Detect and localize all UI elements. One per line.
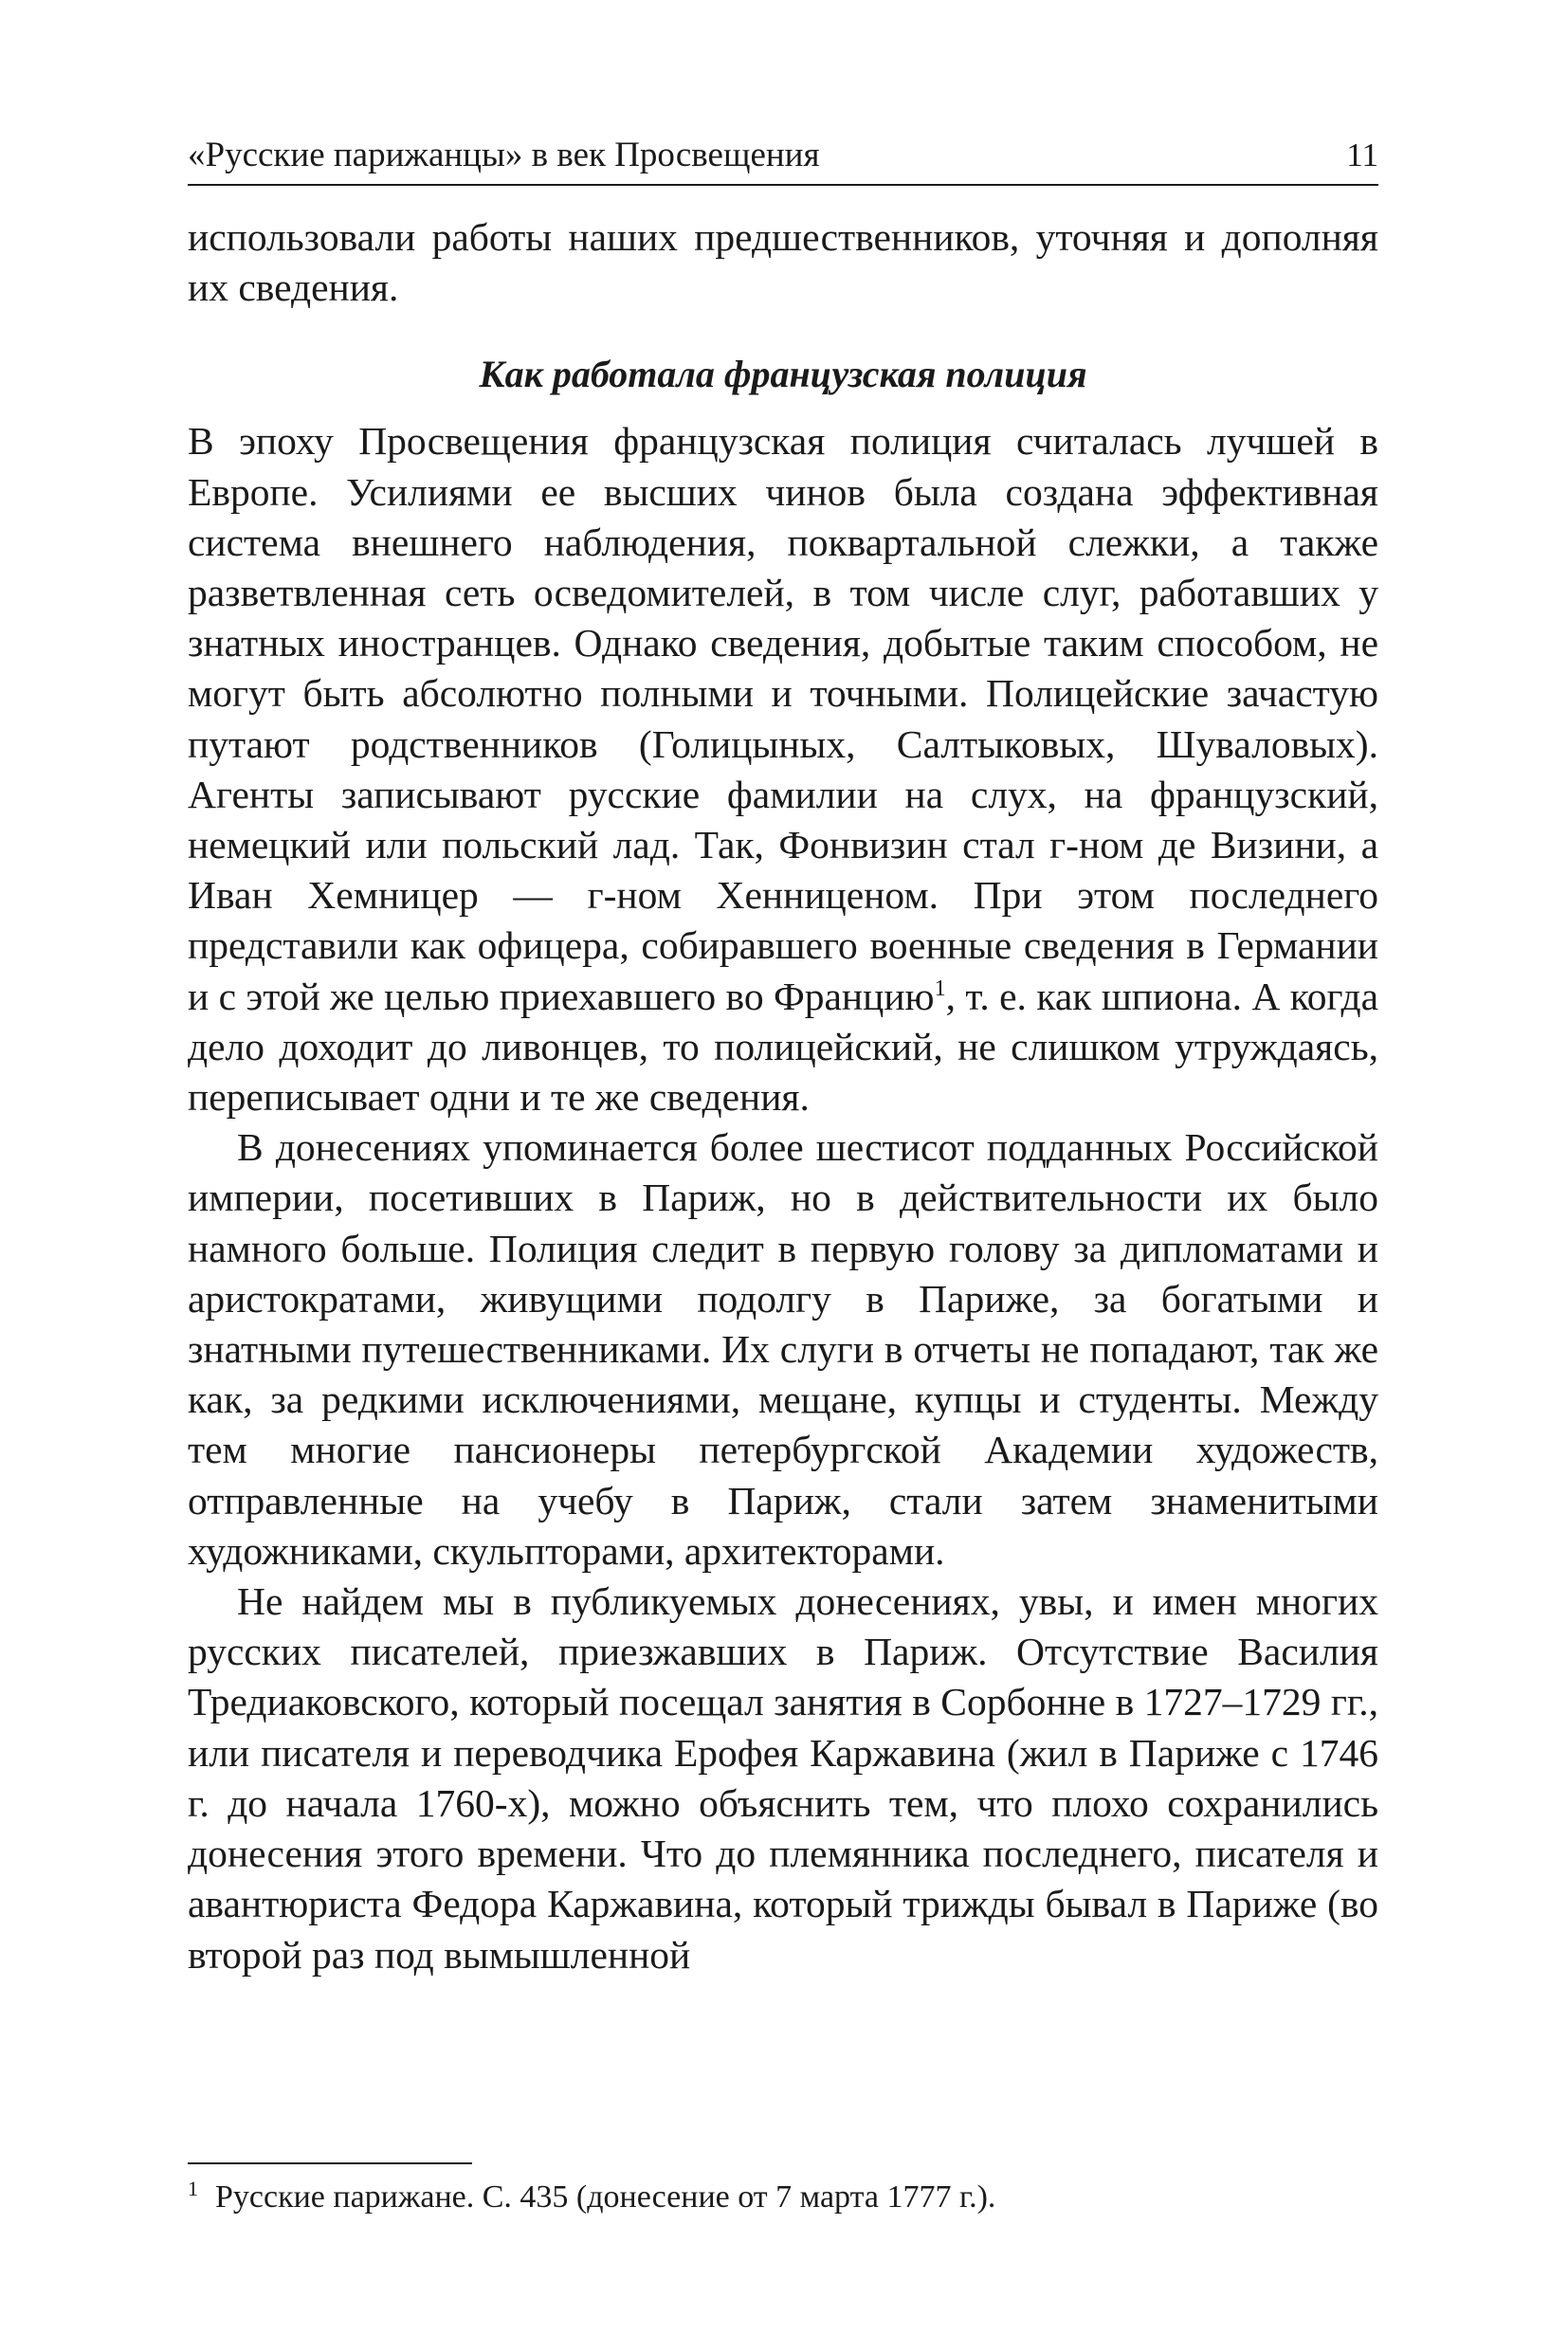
section-title: Как работала французская полиция <box>479 353 1087 396</box>
body-text <box>188 212 1378 1980</box>
running-head <box>188 133 1378 186</box>
paragraph-1-text-b: , т. е. как шпиона. А когда дело доходит до ливонцев, то полицейский, не слишком утруждаясь, переписывает одни и те же сведения. <box>188 974 1378 1120</box>
paragraph-continuation: использовали работы наших предшественников, уточняя и дополняя их сведения. <box>188 215 1378 310</box>
footnote-divider <box>188 2162 472 2164</box>
page-number: 11 <box>1346 137 1378 173</box>
footnote-text: Русские парижане. С. 435 (донесение от 7 марта 1777 г.). <box>215 2179 996 2215</box>
paragraph-1 <box>188 416 1378 1122</box>
footnote-reference: 1 <box>934 975 946 1001</box>
running-title: «Русские парижанцы» в век Просвещения <box>188 136 820 174</box>
paragraph-3: Не найдем мы в публикуемых донесениях, увы, и имен многих русских писателей, приезжавших в Париж. Отсутствие Василия Тредиаковского, который посещал занятия в Сорбонне в 1727–1729 гг., или писателя и переводчика Ерофея Каржавина (жил в Париже с 1746 г. до начала 1760-х), можно объяснить тем, что плохо сохранились донесения этого времени. Что до племянника последнего, писателя и авантюриста Федора Каржавина, который трижды бывал в Париже (во второй раз под вымышленной <box>188 1579 1378 1977</box>
footnote-number: 1 <box>188 2176 198 2200</box>
paragraph-1-text-a: В эпоху Просвещения французская полиция считалась лучшей в Европе. Усилиями ее высших чинов была создана эффективная система внешнего наблюдения, поквартальной слежки, а также разветвленная сеть осведомителей, в том числе слуг, работавших у знатных иностранцев. Однако сведения, добытые таким способом, не могут быть абсолютно полными и точными. Полицейские зачастую путают родственников (Голицыных, Салтыковых, Шуваловых). Агенты записывают русские фамилии на слух, на французский, немецкий или польский лад. Так, Фонвизин стал г-ном де Визини, а Иван Хемницер — г-ном Хенниценом. При этом последнего представили как офицера, собиравшего военные сведения в Германии и с этой же целью приехавшего во Францию <box>188 419 1378 1018</box>
book-page <box>188 133 1378 1980</box>
footnote <box>188 2176 1378 2219</box>
paragraph-2: В донесениях упоминается более шестисот подданных Российской империи, посетивших в Париж, но в действительности их было намного больше. Полиция следит в первую голову за дипломатами и аристократами, живущими подолгу в Париже, за богатыми и знатными путешественниками. Их слуги в отчеты не попадают, так же как, за редкими исключениями, мещане, купцы и студенты. Между тем многие пансионеры петербургской Академии художеств, отправленные на учебу в Париж, стали затем знаменитыми художниками, скульпторами, архитекторами. <box>188 1125 1378 1573</box>
